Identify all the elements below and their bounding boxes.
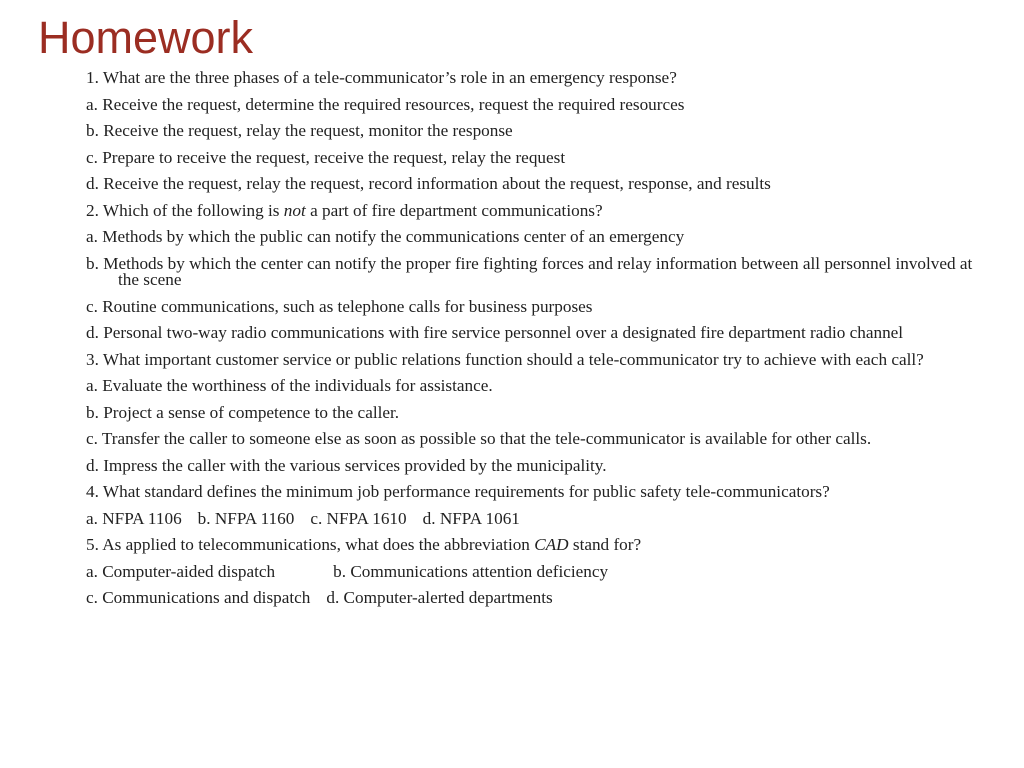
question-3-option-d: d. Impress the caller with the various services provided by the municipality.	[86, 455, 607, 475]
question-2-option-b: b. Methods by which the center can notify the proper fire fighting forces and relay information between all personnel involved at the scene	[86, 253, 973, 289]
question-5-text-end: stand for?	[568, 535, 642, 554]
question-4-option-a: a. NFPA 1106	[86, 508, 182, 528]
question-2-option-d: d. Personal two-way radio communications with fire service personnel over a designated fire department radio channel	[86, 323, 904, 342]
question-5-option-c: c. Communications and dispatch	[86, 588, 311, 607]
slide-title: Homework	[38, 12, 254, 63]
question-3-option-c: c. Transfer the caller to someone else as soon as possible so that the tele-communicator is available for other calls.	[86, 429, 872, 448]
question-4-option-c: c. NFPA 1610	[310, 508, 407, 528]
question-5	[86, 537, 986, 554]
question-4-option-b: b. NFPA 1160	[197, 508, 295, 528]
question-2-text-start: 2. Which of the following is	[86, 200, 284, 220]
question-2	[86, 200, 986, 220]
question-5-options-ab	[86, 561, 986, 581]
question-1-option-b: b. Receive the request, relay the request, monitor the response	[86, 121, 513, 140]
question-1-option-a: a. Receive the request, determine the required resources, request the required resources	[86, 94, 685, 114]
question-5-options-cd	[86, 590, 986, 607]
question-5-emphasis: CAD	[534, 535, 569, 554]
question-1-option-d: d. Receive the request, relay the request, record information about the request, response, and results	[86, 174, 771, 193]
question-3: 3. What important customer service or public relations function should a tele-communicator try to achieve with each call?	[86, 349, 924, 369]
question-1: 1. What are the three phases of a tele-communicator’s role in an emergency response?	[86, 68, 677, 87]
homework-content	[86, 70, 986, 617]
question-5-option-a: a. Computer-aided dispatch	[86, 561, 276, 581]
question-1-option-c: c. Prepare to receive the request, receive the request, relay the request	[86, 147, 566, 167]
question-2-text-end: a part of fire department communications?	[305, 200, 603, 220]
question-5-option-d: d. Computer-alerted departments	[326, 588, 553, 607]
question-3-option-a: a. Evaluate the worthiness of the individuals for assistance.	[86, 376, 493, 395]
question-4-options	[86, 508, 986, 528]
question-5-text-start: 5. As applied to telecommunications, what does the abbreviation	[86, 535, 535, 554]
question-5-option-b: b. Communications attention deficiency	[333, 561, 609, 581]
question-2-option-a: a. Methods by which the public can notify the communications center of an emergency	[86, 227, 685, 246]
question-2-option-c: c. Routine communications, such as telephone calls for business purposes	[86, 296, 593, 316]
question-3-option-b: b. Project a sense of competence to the caller.	[86, 402, 400, 422]
question-4-option-d: d. NFPA 1061	[422, 508, 520, 528]
question-4: 4. What standard defines the minimum job performance requirements for public safety tele-communicators?	[86, 482, 830, 501]
question-2-emphasis: not	[283, 200, 306, 220]
